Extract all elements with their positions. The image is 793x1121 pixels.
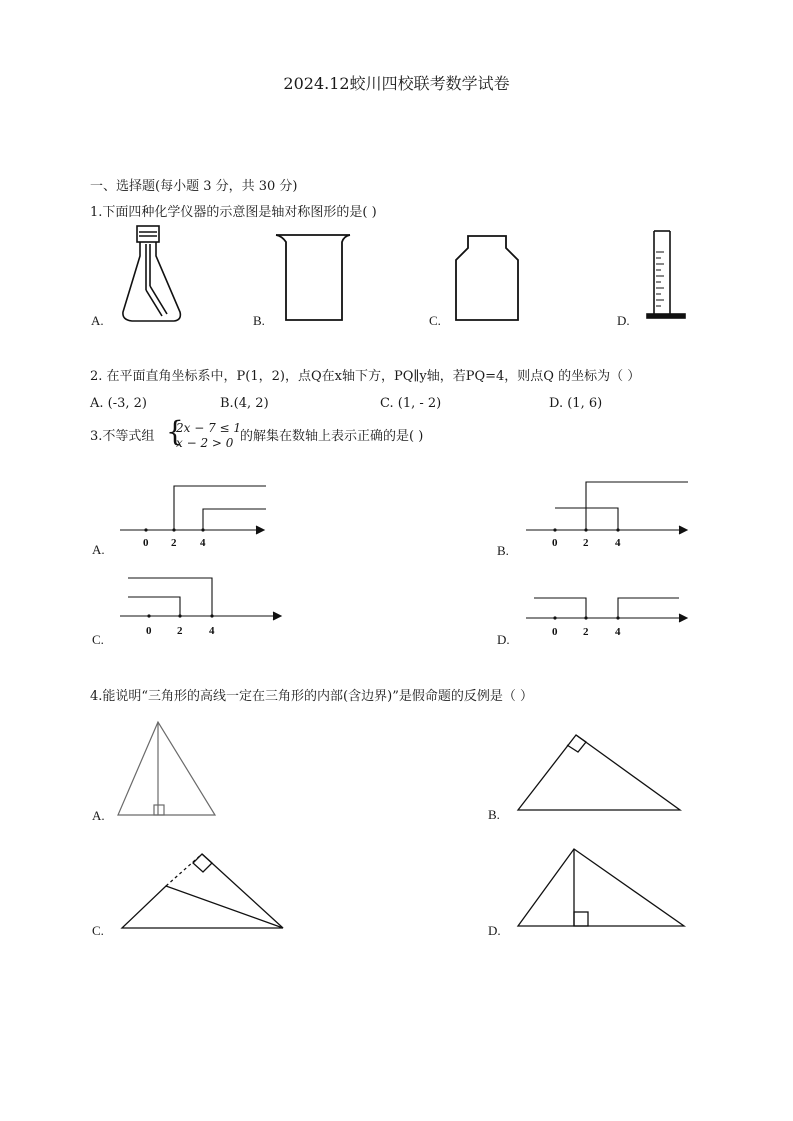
number-line-c bbox=[118, 574, 288, 640]
q4-option-a-label: A. bbox=[92, 808, 105, 823]
tick-label: 0 bbox=[143, 537, 149, 549]
tick-label: 2 bbox=[583, 626, 589, 638]
tick-label: 2 bbox=[583, 537, 589, 549]
tick-label: 0 bbox=[146, 625, 152, 637]
q3-option-a-label: A. bbox=[92, 542, 105, 557]
triangle-a-figure bbox=[116, 720, 222, 818]
section-heading: 一、选择题(每小题 3 分，共 30 分) bbox=[90, 179, 298, 194]
q1-option-a-label: A. bbox=[91, 313, 104, 328]
question-2-stem: 2. 在平面直角坐标系中，P(1，2)，点Q在x轴下方，PQ∥y轴，若PQ=4，则点Q 的坐标为（ ） bbox=[90, 369, 641, 384]
tick-label: 4 bbox=[615, 537, 621, 549]
q2-option-c: C. (1, - 2) bbox=[380, 396, 442, 411]
q4-option-b-label: B. bbox=[488, 807, 500, 822]
q2-option-b: B.(4, 2) bbox=[220, 396, 269, 411]
number-line-a bbox=[116, 480, 286, 550]
tick-label: 4 bbox=[200, 537, 206, 549]
q1-option-c-label: C. bbox=[429, 313, 441, 328]
q3-option-d-label: D. bbox=[497, 632, 510, 647]
question-1-stem: 1.下面四种化学仪器的示意图是轴对称图形的是( ) bbox=[90, 205, 377, 220]
q1-option-b-label: B. bbox=[253, 313, 265, 328]
inequality-line-1: 2x − 7 ≤ 1 bbox=[176, 421, 242, 435]
question-4-stem: 4.能说明“三角形的高线一定在三角形的内部(含边界)”是假命题的反例是（ ） bbox=[90, 689, 533, 704]
tick-label: 2 bbox=[177, 625, 183, 637]
inequality-line-2: x − 2 > 0 bbox=[176, 436, 234, 450]
q4-option-c-label: C. bbox=[92, 923, 104, 938]
q3-option-c-label: C. bbox=[92, 632, 104, 647]
number-line-b bbox=[524, 476, 694, 550]
beaker-figure bbox=[274, 232, 354, 326]
q4-option-d-label: D. bbox=[488, 923, 501, 938]
triangle-c-figure bbox=[118, 844, 288, 932]
tick-label: 2 bbox=[171, 537, 177, 549]
page-title: 2024.12蛟川四校联考数学试卷 bbox=[283, 74, 510, 93]
q2-option-a: A. (-3, 2) bbox=[90, 396, 147, 411]
tick-label: 0 bbox=[552, 537, 558, 549]
flask-figure bbox=[118, 224, 188, 326]
tick-label: 4 bbox=[209, 625, 215, 637]
q3-option-b-label: B. bbox=[497, 543, 509, 558]
q2-option-d: D. (1, 6) bbox=[549, 396, 603, 411]
q1-option-d-label: D. bbox=[617, 313, 630, 328]
number-line-d bbox=[524, 590, 694, 642]
tick-label: 0 bbox=[552, 626, 558, 638]
triangle-b-figure bbox=[514, 732, 684, 814]
question-3-prefix: 3.不等式组 bbox=[90, 429, 155, 444]
triangle-d-figure bbox=[514, 846, 688, 930]
wide-mouth-bottle-figure bbox=[450, 232, 524, 326]
question-3-suffix: 的解集在数轴上表示正确的是( ) bbox=[240, 429, 424, 444]
inequality-brace: { bbox=[166, 415, 184, 448]
graduated-cylinder-figure bbox=[644, 228, 690, 324]
tick-label: 4 bbox=[615, 626, 621, 638]
